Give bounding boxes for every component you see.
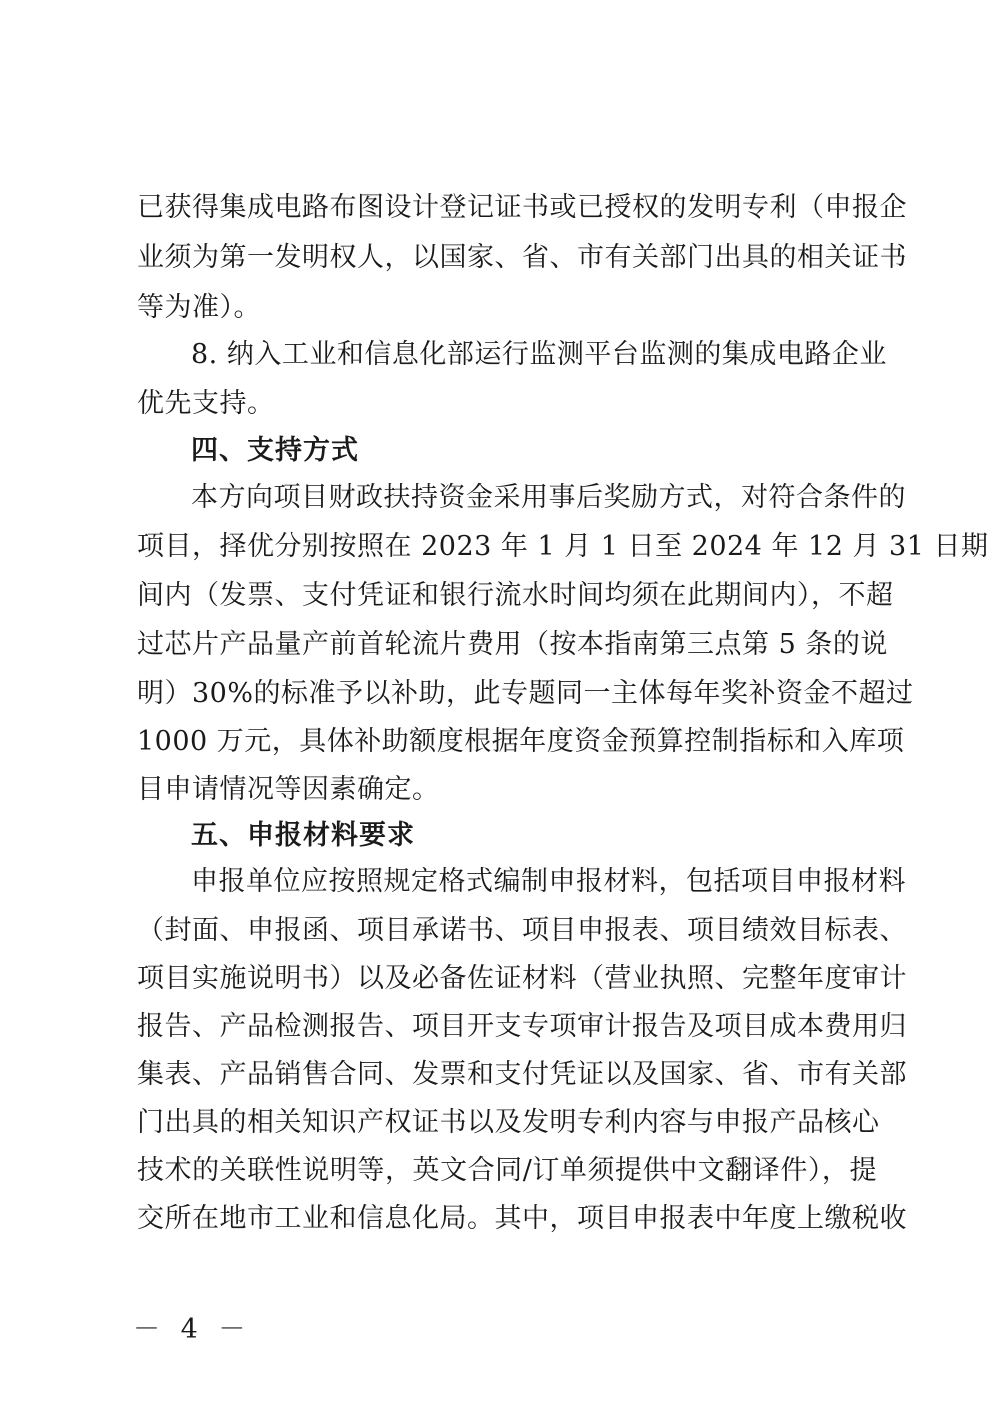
- paragraph-line: 8. 纳入工业和信息化部运行监测平台监测的集成电路企业: [191, 339, 887, 370]
- paragraph-line: 项目实施说明书）以及必备佐证材料（营业执照、完整年度审计: [137, 963, 907, 994]
- section-heading-support-method: 四、支持方式: [191, 435, 359, 466]
- paragraph-line: 明）30%的标准予以补助，此专题同一主体每年奖补资金不超过: [137, 678, 914, 709]
- paragraph-line: 等为准）。: [137, 292, 261, 323]
- paragraph-line: 优先支持。: [137, 388, 275, 419]
- paragraph-line: 业须为第一发明权人，以国家、省、市有关部门出具的相关证书: [137, 242, 907, 273]
- paragraph-line: 技术的关联性说明等，英文合同/订单须提供中文翻译件），提: [137, 1155, 877, 1186]
- paragraph-line: 申报单位应按照规定格式编制申报材料，包括项目申报材料: [191, 866, 906, 897]
- paragraph-line: 已获得集成电路布图设计登记证书或已授权的发明专利（申报企: [137, 192, 907, 223]
- page-number: － 4 －: [133, 1314, 252, 1345]
- paragraph-line: 间内（发票、支付凭证和银行流水时间均须在此期间内），不超: [137, 580, 894, 611]
- paragraph-line: 项目，择优分别按照在 2023 年 1 月 1 日至 2024 年 12 月 31 日期: [137, 531, 989, 562]
- paragraph-line: 过芯片产品量产前首轮流片费用（按本指南第三点第 5 条的说: [137, 629, 888, 660]
- paragraph-line: 集表、产品销售合同、发票和支付凭证以及国家、省、市有关部: [137, 1059, 907, 1090]
- paragraph-line: 报告、产品检测报告、项目开支专项审计报告及项目成本费用归: [137, 1011, 907, 1042]
- paragraph-line: 目申请情况等因素确定。: [137, 774, 440, 805]
- paragraph-line: 1000 万元，具体补助额度根据年度资金预算控制指标和入库项: [137, 726, 905, 757]
- paragraph-line: 交所在地市工业和信息化局。其中，项目申报表中年度上缴税收: [137, 1203, 907, 1234]
- section-heading-materials: 五、申报材料要求: [191, 820, 415, 851]
- paragraph-line: 本方向项目财政扶持资金采用事后奖励方式，对符合条件的: [191, 482, 906, 513]
- paragraph-line: （封面、申报函、项目承诺书、项目申报表、项目绩效目标表、: [137, 915, 907, 946]
- paragraph-line: 门出具的相关知识产权证书以及发明专利内容与申报产品核心: [137, 1107, 880, 1138]
